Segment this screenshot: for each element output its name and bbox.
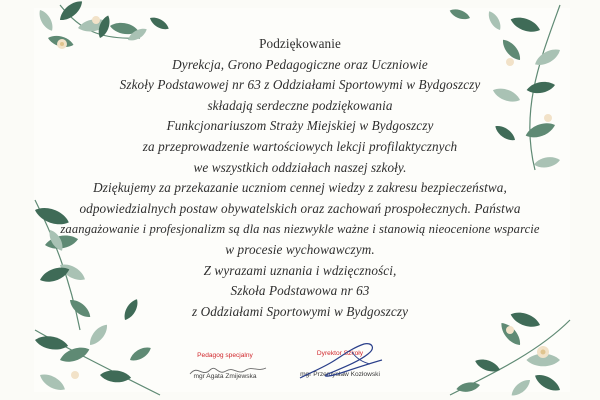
- letter-line: Szkoła Podstawowa nr 63: [230, 283, 370, 299]
- letter-line: Szkoły Podstawowej nr 63 z Oddziałami Sportowymi w Bydgoszczy: [119, 77, 481, 93]
- letter-line: za przeprowadzenie wartościowych lekcji profilaktycznych: [142, 138, 458, 154]
- signature-right-role: Dyrektor Szkoły: [316, 350, 364, 357]
- signature-right-name: mgr Przemysław Kozłowski: [300, 371, 380, 378]
- handwritten-signature-right-icon: [292, 338, 392, 384]
- signature-left-name: mgr Agata Zmijewska: [193, 373, 257, 380]
- letter-line: Z wyrazami uznania i wdzięczności,: [203, 262, 397, 278]
- leaves-bottom-right-icon: [450, 309, 570, 399]
- letter-line: z Oddziałami Sportowymi w Bydgoszczy: [191, 303, 409, 319]
- letter-line: we wszystkich oddziałach naszej szkoły.: [193, 159, 407, 175]
- letter-line: odpowiedzialnych postaw obywatelskich oraz zachowań prospołecznych. Państwa: [79, 200, 521, 216]
- letter-line: w procesie wychowawczym.: [225, 241, 375, 257]
- letter-line: składają serdeczne podziękowania: [207, 97, 393, 113]
- letter-title: Podziękowanie: [259, 36, 341, 51]
- letter-line: zaangażowanie i profesjonalizm są dla nas niezwykle ważne i stanowią nieocenione wsparcie: [60, 222, 540, 237]
- letter-line: Dziękujemy za przekazanie uczniom cennej wiedzy z zakresu bezpieczeństwa,: [93, 180, 507, 196]
- letter-line: Funkcjonariuszom Straży Miejskiej w Bydgoszczy: [166, 118, 434, 134]
- letter-body: [0, 34, 600, 322]
- handwritten-signature-left-icon: [188, 362, 268, 380]
- letter-line: Dyrekcja, Grono Pedagogiczne oraz Uczniowie: [172, 56, 428, 72]
- signature-left-role: Pedagog specjalny: [197, 352, 253, 359]
